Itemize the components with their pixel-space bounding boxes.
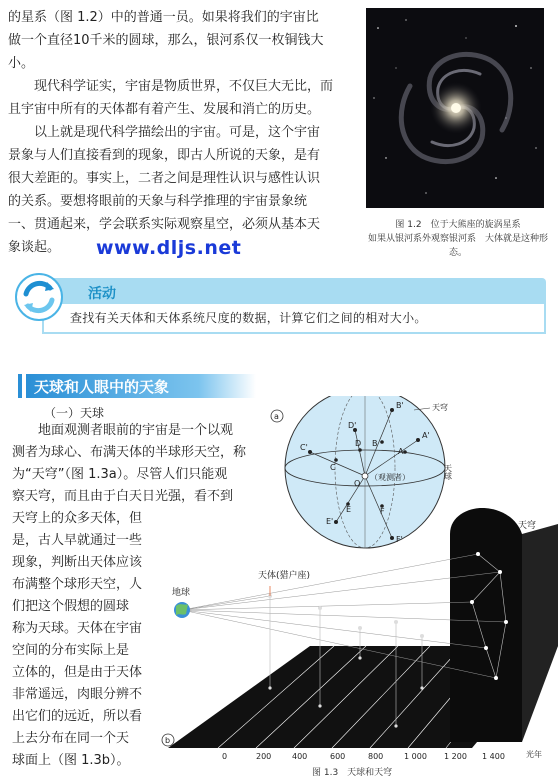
star-label: B' [396, 401, 404, 410]
caption-line: 图 1.2 位于大熊座的旋涡星系 [395, 220, 521, 230]
constellation-label: 天体(猎户座) [258, 571, 311, 581]
observer-letter: O [354, 479, 361, 488]
body-line: 察天穹，而且由于白天日光强，看不到 [12, 489, 234, 504]
body-line: 现象，判断出天体应该 [12, 555, 143, 570]
body-line: 地面观测者眼前的宇宙是一个以观 [38, 423, 234, 438]
star-label: A' [422, 431, 430, 440]
scale-tick: 200 [256, 752, 272, 761]
intro-text [8, 6, 348, 259]
body-line: 空间的分布实际上是 [12, 643, 130, 658]
intro-line: 一、贯通起来，学会联系实际观察星空，必须从基本天 [8, 217, 321, 232]
body-line: 称为天球。天体在宇宙 [12, 621, 143, 636]
activity-text: 查找有关天体和天体系统尺度的数据，计算它们之间的相对大小。 [70, 311, 427, 325]
activity-title: 活动 [88, 286, 116, 302]
observer-label: （观测者） [370, 473, 410, 482]
intro-line: 且宇宙中所有的天体都有着产生、发展和消亡的历史。 [8, 102, 321, 117]
intro-line: 很大差距的。事实上，二者之间是理性认识与感性认识 [8, 171, 321, 186]
body-line: 布满整个球形天空，人 [12, 577, 143, 592]
intro-line: 的星系（图 1.2）中的普通一员。如果将我们的宇宙比 [8, 10, 319, 25]
scale-tick: 0 [222, 752, 228, 761]
figure-1-3 [160, 396, 560, 766]
scale-tick: 1 200 [444, 752, 467, 761]
star-label: B [372, 439, 378, 448]
body-text-narrow [12, 508, 162, 772]
body-line: 测者为球心、布满天体的半球形天空，称 [12, 445, 247, 460]
star-label: E [346, 505, 352, 514]
subsection-heading: （一）天球 [44, 406, 105, 420]
celestial-sphere-diagram [271, 396, 453, 548]
scale-tick: 1 000 [404, 752, 427, 761]
panel-label-a: a [274, 412, 279, 421]
body-line: 们把这个假想的圆球 [12, 599, 130, 614]
intro-line: 的关系。要想将眼前的天象与科学推理的宇宙景象统 [8, 194, 308, 209]
earth-label: 地球 [172, 588, 191, 598]
heading-accent [18, 374, 22, 398]
star-label: D' [348, 421, 357, 430]
star-label: E' [326, 517, 334, 526]
panel-label-b: b [165, 736, 171, 745]
sky-dome-label-b: 天穹 [518, 521, 537, 531]
cycle-arrows-icon [14, 272, 64, 322]
figure-1-3-caption: 图 1.3 天球和天穹 [312, 768, 393, 778]
body-line: 是，古人早就通过一些 [12, 533, 143, 548]
intro-line: 景象与人们直接看到的现象，即古人所说的天象，是有 [8, 148, 321, 163]
star-label: C [330, 463, 336, 472]
figure-1-2-caption [360, 218, 556, 260]
scale-unit: 光年 [526, 750, 542, 759]
body-line: 非常遥远，肉眼分辨不 [12, 687, 143, 702]
activity-box [14, 272, 546, 334]
intro-line: 象谈起。 [8, 240, 61, 255]
intro-line: 现代科学证实，宇宙是物质世界，不仅巨大无比，而 [34, 79, 334, 94]
sky-dome-label-a: 天穹 [432, 403, 448, 412]
star-label: F' [396, 535, 403, 544]
intro-line: 做一个直径10千米的圆球，那么，银河系仅一枚铜钱大 [8, 33, 324, 48]
section-title: 天球和人眼中的天象 [34, 378, 170, 396]
spiral-galaxy-photo [366, 8, 544, 208]
body-line: 出它们的远近，所以看 [12, 709, 143, 724]
body-line: 球面上（图 1.3b）。 [12, 753, 130, 768]
activity-header-bar [42, 278, 546, 304]
scale-tick: 1 400 [482, 752, 505, 761]
body-line: 立体的，但是由于天体 [12, 665, 143, 680]
watermark: www.dljs.net [96, 237, 242, 259]
scale-tick: 600 [330, 752, 346, 761]
celestial-sphere-label: 天球 [443, 464, 453, 480]
scale-tick: 400 [292, 752, 308, 761]
body-line: 为“天穹”（图 1.3a）。尽管人们只能观 [12, 467, 228, 482]
star-label: A [398, 447, 404, 456]
intro-line: 小。 [8, 56, 35, 71]
intro-line: 以上就是现代科学描绘出的宇宙。可是，这个宇宙 [34, 125, 321, 140]
body-line: 上去分布在同一个天 [12, 731, 130, 746]
scale-tick: 800 [368, 752, 384, 761]
star-label: F [380, 507, 385, 516]
star-label: D [355, 439, 362, 448]
caption-line: 如果从银河系外观察银河系 大体就是这种形态。 [367, 234, 548, 258]
section-heading [26, 374, 256, 398]
star-label: C' [300, 443, 308, 452]
body-line: 天穹上的众多天体，但 [12, 511, 143, 526]
